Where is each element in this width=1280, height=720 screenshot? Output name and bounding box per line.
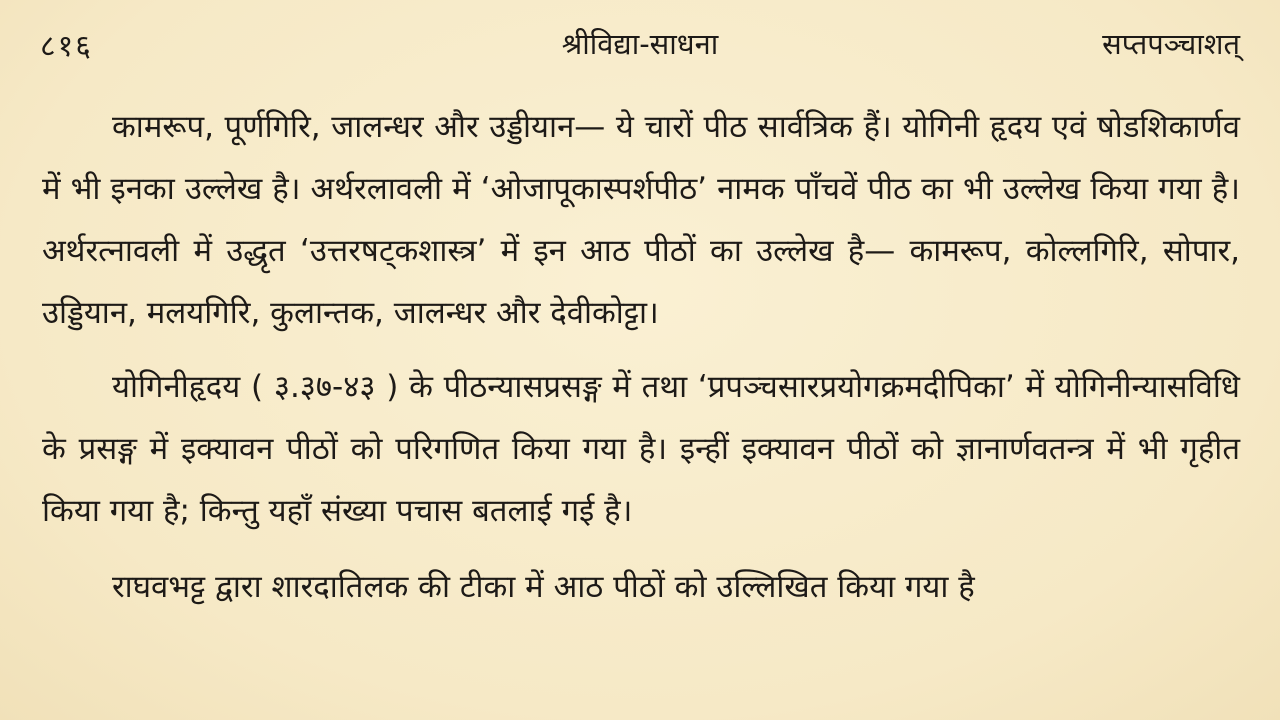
- page-number: ८१६: [40, 29, 93, 64]
- page-header: [40, 24, 1240, 72]
- paragraph-2: योगिनीहृदय ( ३.३७-४३ ) के पीठन्यासप्रसङ्ग में तथा ‘प्रपञ्चसारप्रयोगक्रमदीपिका’ में योगिनीन्यासविधि के प्रसङ्ग में इक्यावन पीठों को परिगणित किया गया है। इन्हीं इक्यावन पीठों को ज्ञानार्णवतन्त्र में भी गृहीत किया गया है; किन्तु यहाँ संख्या पचास बतलाई गई है।: [42, 369, 1240, 529]
- running-title: श्रीविद्या-साधना: [561, 27, 719, 61]
- chapter-title: सप्तपञ्चाशत्: [1102, 27, 1240, 61]
- page-body: [42, 96, 1240, 618]
- paragraph-1: कामरूप, पूर्णगिरि, जालन्धर और उड्डीयान— ये चारों पीठ सार्वत्रिक हैं। योगिनी हृदय एवं षोडशिकार्णव में भी इनका उल्लेख है। अर्थरलावली में ‘ओजापूकास्पर्शपीठ’ नामक पाँचवें पीठ का भी उल्लेख किया गया है। अर्थरत्नावली में उद्धृत ‘उत्तरषट्कशास्त्र’ में इन आठ पीठों का उल्लेख है— कामरूप, कोल्लगिरि, सोपार, उड्डियान, मलयगिरि, कुलान्तक, जालन्धर और देवीकोट्टा।: [42, 109, 1240, 331]
- paragraph-3: राघवभट्ट द्वारा शारदातिलक की टीका में आठ पीठों को उल्लिखित किया गया है: [112, 569, 975, 605]
